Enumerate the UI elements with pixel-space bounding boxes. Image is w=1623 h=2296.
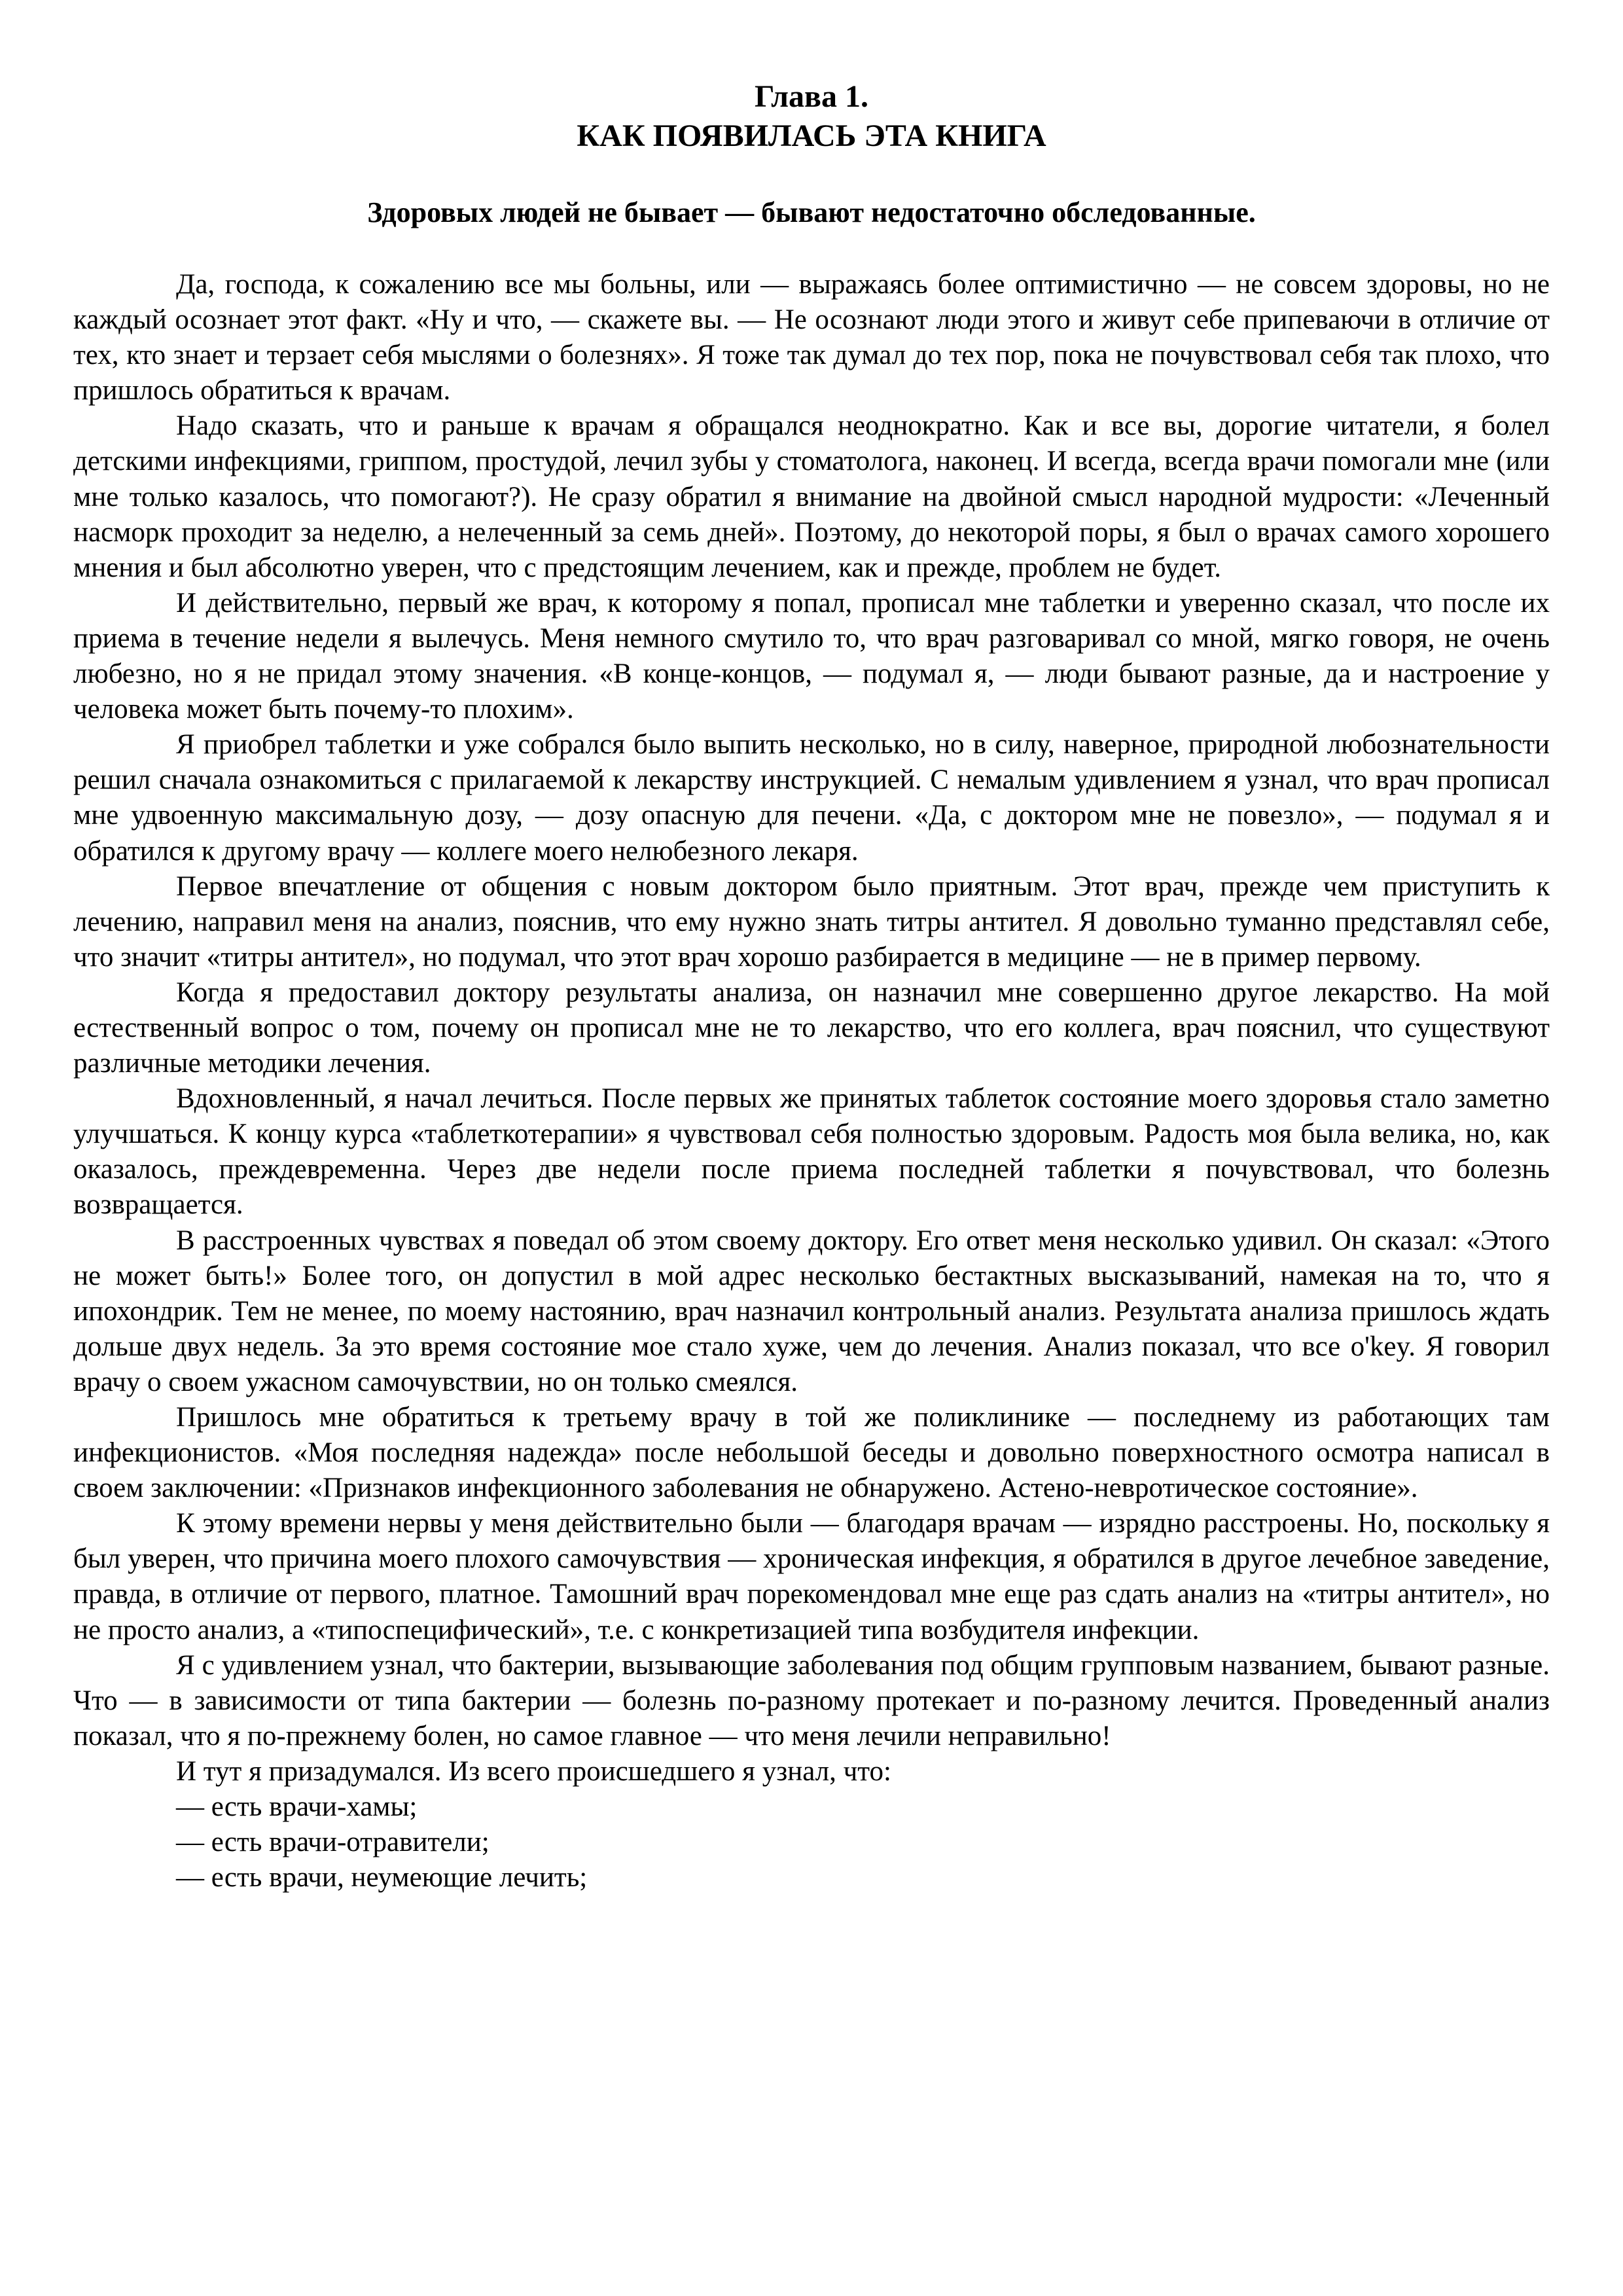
paragraph: В расстроенных чувствах я поведал об этом своему доктору. Его ответ меня несколько удивил. Он сказал: «Этого не может быть!» Более того, он допустил в мой адрес несколько бестактных высказываний, намекая на то, что я ипохондрик. Тем не менее, по моему настоянию, врач назначил контрольный анализ. Результата анализа пришлось ждать дольше двух недель. За это время состояние мое стало хуже, чем до лечения. Анализ показал, что все o'key. Я говорил врачу о своем ужасном самочувствии, но он только смеялся.	[73, 1225, 1550, 1397]
paragraph: Когда я предоставил доктору результаты анализа, он назначил мне совершенно другое лекарство. На мой естественный вопрос о том, почему он прописал мне не то лекарство, что его коллега, врач пояснил, что существуют различные методики лечения.	[73, 977, 1550, 1079]
paragraph: Вдохновленный, я начал лечиться. После первых же принятых таблеток состояние моего здоровья стало заметно улучшаться. К концу курса «таблеткотерапии» я чувствовал себя полностью здоровым. Радость моя была велика, но, как оказалось, преждевременна. Через две недели после приема последней таблетки я почувствовал, что болезнь возвращается.	[73, 1083, 1550, 1221]
chapter-title: КАК ПОЯВИЛАСЬ ЭТА КНИГА	[577, 118, 1046, 153]
paragraph: К этому времени нервы у меня действительно были — благодаря врачам — изрядно расстроены. Но, поскольку я был уверен, что причина моего плохого самочувствия — хроническая инфекция, я обратился в другое лечебное заведение, правда, в отличие от первого, платное. Тамошний врач порекомендовал мне еще раз сдать анализ на «титры антител», но не просто анализ, а «типоспецифический», т.е. с конкретизацией типа возбудителя инфекции.	[73, 1508, 1550, 1645]
paragraph: Пришлось мне обратиться к третьему врачу в той же поликлинике — последнему из работающих там инфекционистов. «Моя последняя надежда» после небольшой беседы и довольно поверхностного осмотра написал в своем заключении: «Признаков инфекционного заболевания не обнаружено. Астено-невротическое состояние».	[73, 1402, 1550, 1504]
paragraph: И тут я призадумался. Из всего происшедшего я узнал, что:	[176, 1755, 891, 1787]
list-item: — есть врачи, неумеющие лечить;	[176, 1862, 588, 1893]
paragraph: Я с удивлением узнал, что бактерии, вызывающие заболевания под общим групповым названием, бывают разные. Что — в зависимости от типа бактерии — болезнь по-разному протекает и по-разному лечится. Проведенный анализ показал, что я по-прежнему болен, но самое главное — что меня лечили неправильно!	[73, 1649, 1550, 1751]
paragraph: И действительно, первый же врач, к которому я попал, прописал мне таблетки и уверенно сказал, что после их приема в течение недели я вылечусь. Меня немного смутило то, что врач разговаривал со мной, мягко говоря, не очень любезно, но я не придал этому значения. «В конце-концов, — подумал я, — люди бывают разные, да и настроение у человека может быть почему-то плохим».	[73, 587, 1550, 725]
paragraph: Первое впечатление от общения с новым доктором было приятным. Этот врач, прежде чем приступить к лечению, направил меня на анализ, пояснив, что ему нужно знать титры антител. Я довольно туманно представлял себе, что значит «титры антител», но подумал, что этот врач хорошо разбирается в медицине — не в пример первому.	[73, 870, 1550, 973]
body-text	[73, 267, 1550, 1895]
chapter-number: Глава 1.	[755, 79, 868, 114]
paragraph: Надо сказать, что и раньше к врачам я обращался неоднократно. Как и все вы, дорогие читатели, я болел детскими инфекциями, гриппом, простудой, лечил зубы у стоматолога, наконец. И всегда, всегда врачи помогали мне (или мне только казалось, что помогают?). Не сразу обратил я внимание на двойной смысл народной мудрости: «Леченный насморк проходит за неделю, а нелеченный за семь дней». Поэтому, до некоторой поры, я был о врачах самого хорошего мнения и был абсолютно уверен, что с предстоящим лечением, как и прежде, проблем не будет.	[73, 410, 1550, 583]
epigraph: Здоровых людей не бывает — бывают недостаточно обследованные.	[367, 196, 1256, 228]
paragraph: Я приобрел таблетки и уже собрался было выпить несколько, но в силу, наверное, природной любознательности решил сначала ознакомиться с прилагаемой к лекарству инструкцией. С немалым удивлением я узнал, что врач прописал мне удвоенную максимальную дозу, — дозу опасную для печени. «Да, с доктором мне не повезло», — подумал я и обратился к другому врачу — коллеге моего нелюбезного лекаря.	[73, 729, 1550, 867]
list-item: — есть врачи-хамы;	[176, 1791, 418, 1823]
list-item: — есть врачи-отравители;	[176, 1827, 490, 1858]
paragraph: Да, господа, к сожалению все мы больны, или — выражаясь более оптимистично — не совсем здоровы, но не каждый осознает этот факт. «Ну и что, — скажете вы. — Не осознают люди этого и живут себе припеваючи в отличие от тех, кто знает и терзает себя мыслями о болезнях». Я тоже так думал до тех пор, пока не почувствовал себя так плохо, что пришлось обратиться к врачам.	[73, 269, 1550, 406]
